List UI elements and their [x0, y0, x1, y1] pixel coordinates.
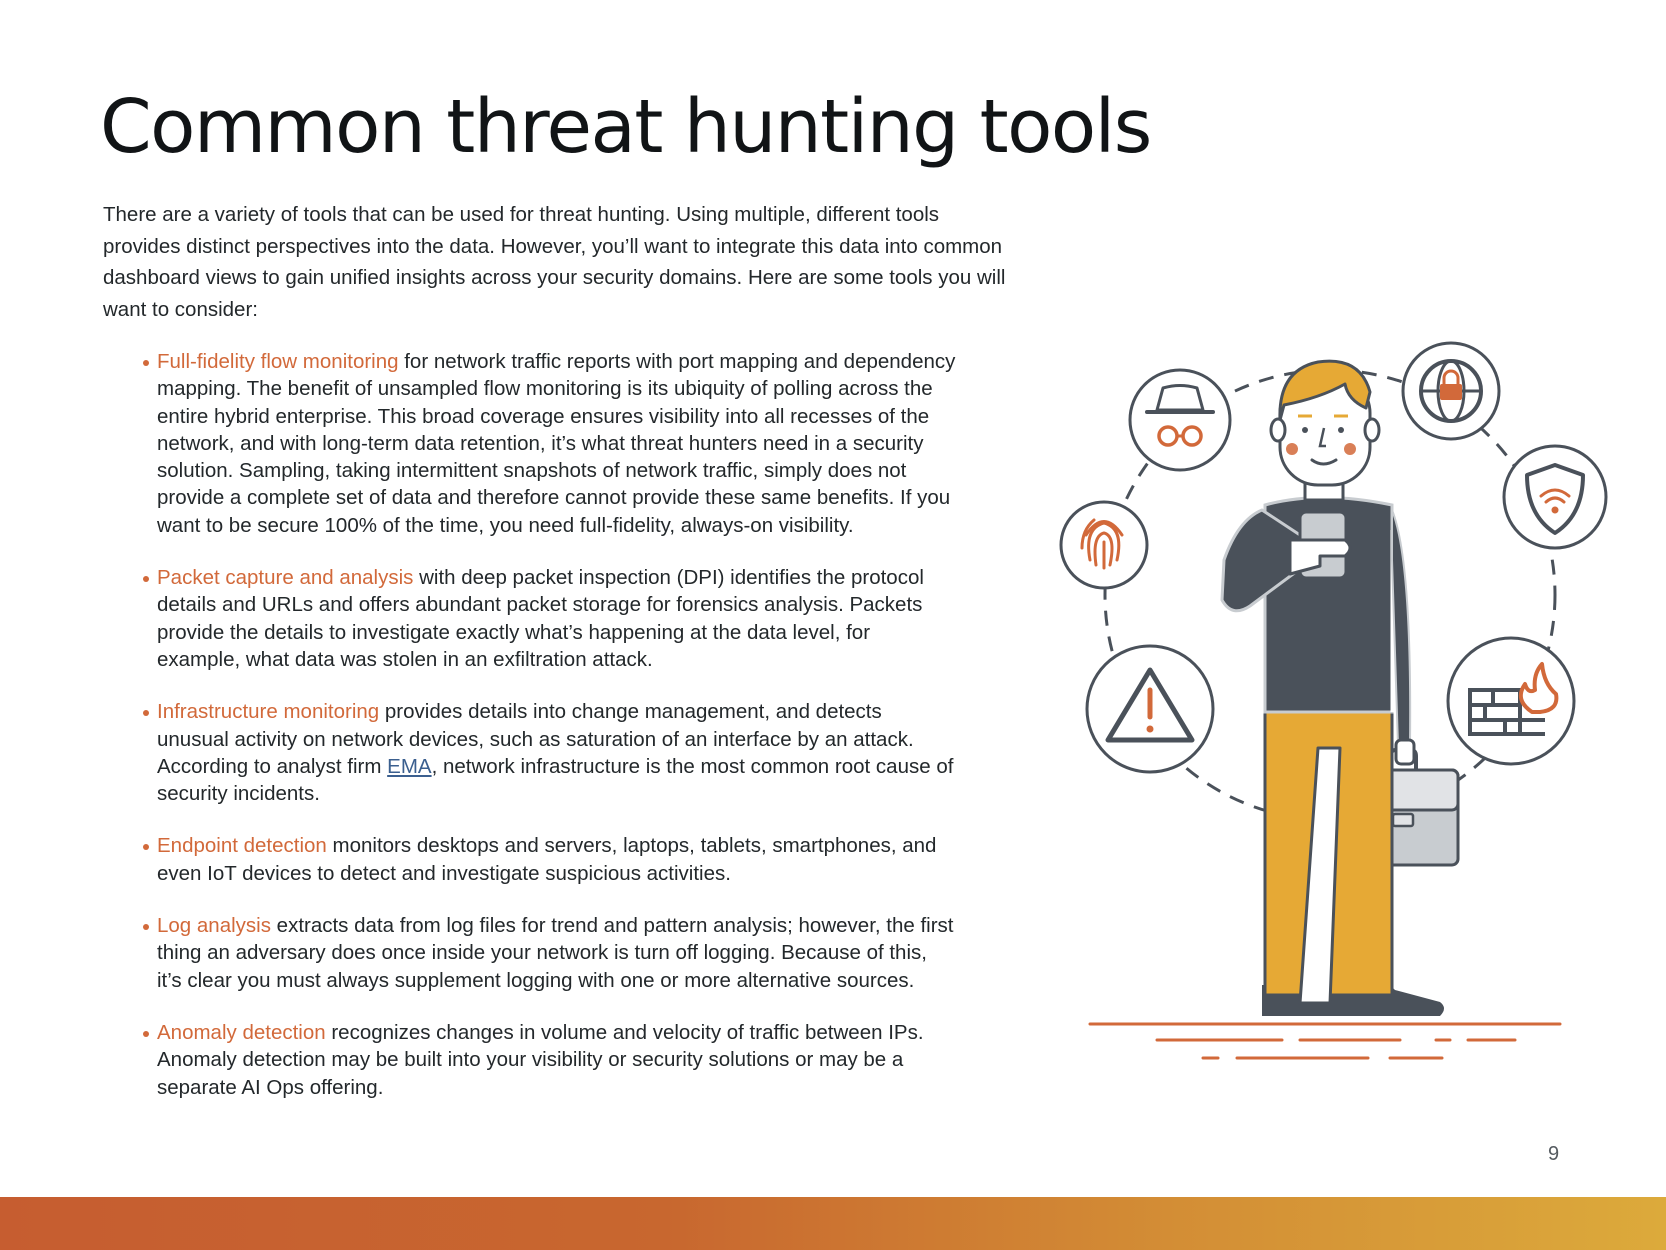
- list-item-flow-monitoring: [157, 348, 957, 539]
- ground-lines: [1090, 1024, 1560, 1058]
- bullet-text: for network traffic reports with port mapping and dependency mapping. The benefit of unsampled flow monitoring is its ubiquity of polling across the entire hybrid enterprise. This broad coverage ensures visibility into all recesses of the network, and with long-term data retention, it’s what threat hunters need in a security solution. Sampling, taking intermittent snapshots of network traffic, simply does not provide a complete set of data and therefore cannot provide these same benefits. If you want to be secure 100% of the time, you need full-fidelity, always-on visibility.: [157, 350, 956, 537]
- firewall-icon: [1448, 638, 1574, 764]
- bullet-text: extracts data from log files for trend and pattern analysis; however, the first thing an adversary does once inside your network is turn off logging. Because of this, it’s clear you must always supplement logging with one or more alternative sources.: [157, 914, 954, 992]
- warning-icon: [1087, 646, 1213, 772]
- list-item-packet-capture: [157, 564, 957, 673]
- fingerprint-icon: [1061, 502, 1147, 588]
- bullet-term: Infrastructure monitoring: [157, 700, 380, 724]
- footer-gradient-band: [0, 1197, 1666, 1250]
- page-number: 9: [1548, 1143, 1560, 1165]
- ema-link[interactable]: EMA: [387, 754, 432, 778]
- spy-icon: [1130, 370, 1230, 470]
- shield-wifi-icon: [1504, 446, 1606, 548]
- bullet-text: recognizes changes in volume and velocity of traffic between IPs. Anomaly detection may be built into your visibility or security solutions or may be a separate AI Ops offering.: [157, 1020, 924, 1099]
- list-item-anomaly-detection: [157, 1019, 957, 1101]
- bullet-text: monitors desktops and servers, laptops, tablets, smartphones, and even IoT devices to detect and investigate suspicious activities.: [157, 834, 937, 885]
- intro-paragraph: There are a variety of tools that can be used for threat hunting. Using multiple, different tools provides distinct perspectives into the data. However, you’ll want to integrate this data into common dashboard views to gain unified insights across your security domains. Here are some tools you will want to consider:: [103, 203, 1006, 321]
- bullet-term: Endpoint detection: [157, 834, 327, 858]
- bullet-term: Full-fidelity flow monitoring: [157, 350, 399, 373]
- threat-hunter-illustration: [1040, 330, 1620, 1070]
- bullet-text: , network infrastructure is the most common root cause of security incidents.: [157, 754, 954, 806]
- list-item-infrastructure-monitoring: [157, 698, 957, 807]
- list-item-endpoint-detection: [157, 832, 957, 887]
- bullet-text: provides details into change management, and detects unusual activity on network devices, such as saturation of an interface by an attack. According to analyst firm: [157, 700, 914, 778]
- person-figure: [1222, 361, 1458, 1016]
- bullet-text: with deep packet inspection (DPI) identifies the protocol details and URLs and offers abundant packet storage for forensics analysis. Packets provide the details to investigate exactly what’s happening at the data level, for example, what data was stolen in an exfiltration attack.: [157, 566, 924, 671]
- page-title: Common threat hunting tools: [100, 84, 1151, 170]
- bullet-term: Log analysis: [157, 914, 271, 938]
- tools-list: [157, 348, 957, 1126]
- list-item-log-analysis: [157, 912, 957, 994]
- bullet-term: Packet capture and analysis: [157, 566, 414, 590]
- bullet-term: Anomaly detection: [157, 1020, 326, 1044]
- globe-lock-icon: [1403, 343, 1499, 439]
